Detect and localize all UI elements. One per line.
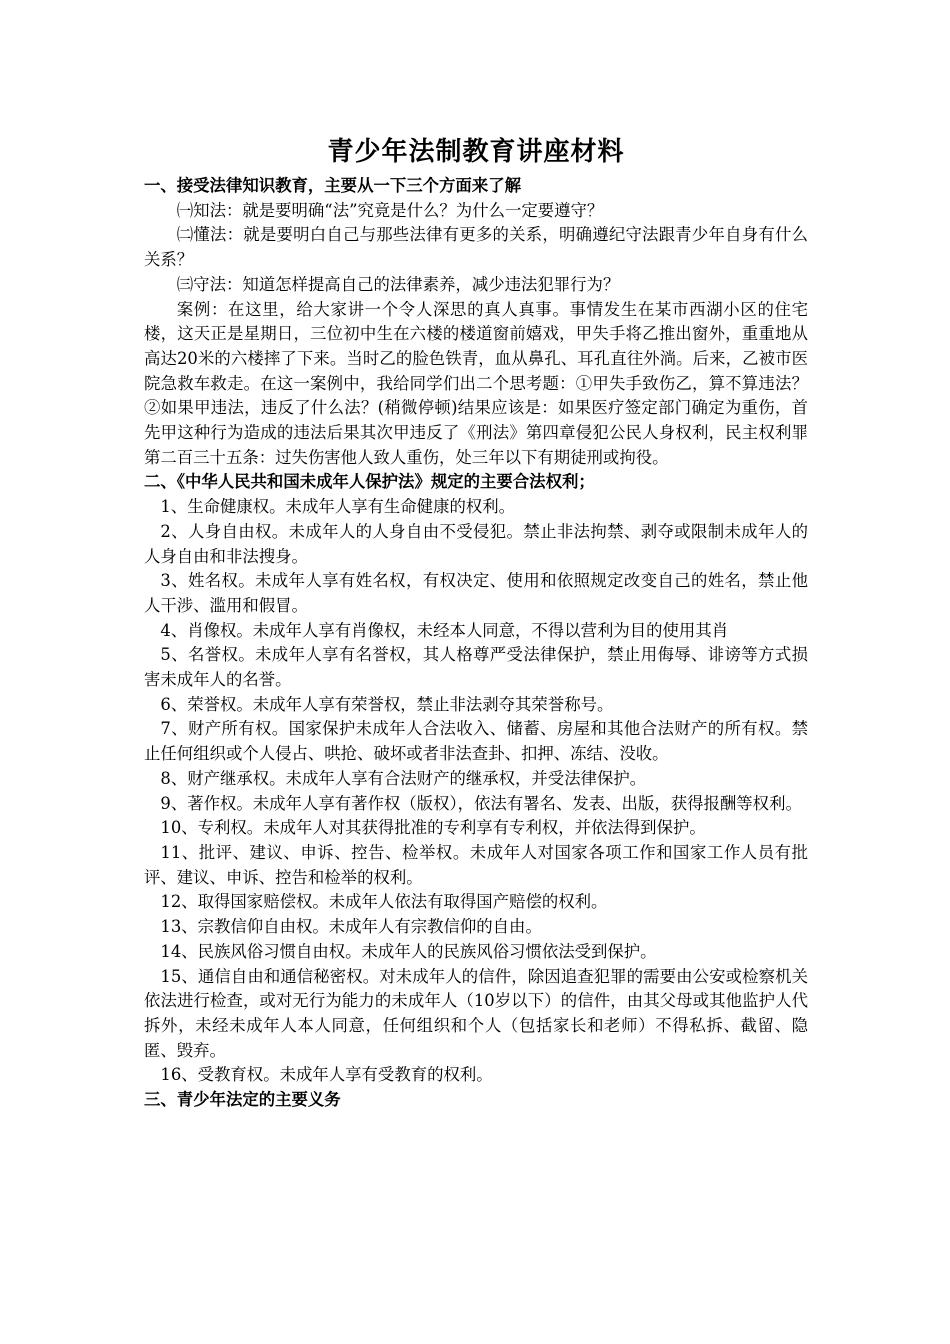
right-patent: 10、专利权。未成年人对其获得批准的专利享有专利权，并依法得到保护。 [160, 818, 706, 838]
case-study-paragraph: 案例：在这里，给大家讲一个令人深思的真人真事。事情发生在某市西湖小区的住宅楼，这天正是星期日，三位初中生在六楼的楼道窗前嬉戏，甲失手将乙推出窗外，重重地从高达20米的六楼摔了下来。当时乙的脸色铁青，血从鼻孔、耳孔直往外淌。后来，乙被市医院急救车救走。在这一案例中，我给同学们出二个思考题：①甲失手致伤乙，算不算违法？②如果甲违法，违反了什么法？(稍微停顿)结果应该是：如果医疗签定部门确定为重伤，首先甲这种行为造成的违法后果其次甲违反了《刑法》第四章侵犯公民人身权利，民主权利罪第二百三十五条：过失伤害他人致人重伤，处三年以下有期徒刑或拘役。 [144, 299, 808, 467]
right-education: 16、受教育权。未成年人享有受教育的权利。 [160, 1065, 493, 1085]
section-2-heading: 二、《中华人民共和国未成年人保护法》规定的主要合法权利； [144, 472, 595, 492]
section-1-heading: 一、接受法律知识教育，主要从一下三个方面来了解 [144, 176, 521, 195]
section-1-item-know-law: ㈠知法：就是要明确“法”究竟是什么？为什么一定要遵守？ [176, 200, 604, 220]
document-page [144, 132, 808, 1113]
right-inheritance: 8、财产继承权。未成年人享有合法财产的继承权，并受法律保护。 [160, 768, 647, 788]
right-property-ownership: 7、财产所有权。国家保护未成年人合法收入、储蓄、房屋和其他合法财产的所有权。禁止任何组织或个人侵占、哄抢、破坏或者非法查卦、扣押、冻结、没收。 [144, 719, 808, 764]
section-3-heading: 三、青少年法定的主要义务 [144, 1090, 341, 1110]
document-title: 青少年法制教育讲座材料 [327, 137, 625, 167]
right-correspondence: 15、通信自由和通信秘密权。对未成年人的信件，除因追查犯罪的需要由公安或检察机关依法进行检查，或对无行为能力的未成年人（10岁以下）的信件，由其父母或其他监护人代拆外，未经未成年人本人同意，任何组织和个人（包括家长和老师）不得私拆、截留、隐匿、毁弃。 [144, 966, 808, 1060]
right-ethnic-customs: 14、民族风俗习惯自由权。未成年人的民族风俗习惯依法受到保护。 [160, 941, 657, 961]
section-1-item-obey-law: ㈢守法：知道怎样提高自己的法律素养，减少违法犯罪行为？ [176, 274, 620, 294]
right-name: 3、姓名权。未成年人享有姓名权，有权决定、使用和依照规定改变自己的姓名，禁止他人干涉、滥用和假冒。 [144, 571, 808, 615]
right-honor: 6、荣誉权。未成年人享有荣誉权，禁止非法剥夺其荣誉称号。 [160, 694, 614, 714]
right-religious-freedom: 13、宗教信仰自由权。未成年人有宗教信仰的自由。 [160, 917, 542, 937]
right-copyright: 9、著作权。未成年人享有著作权（版权），依法有署名、发表、出版，获得报酬等权利。 [160, 793, 802, 813]
right-criticism-complaint: 11、批评、建议、申诉、控告、检举权。未成年人对国家各项工作和国家工作人员有批评、建议、申诉、控告和检举的权利。 [144, 842, 808, 887]
section-1-item-understand-law: ㈡懂法：就是要明白自己与那些法律有更多的关系，明确遵纪守法跟青少年自身有什么关系？ [144, 225, 808, 270]
right-state-compensation: 12、取得国家赔偿权。未成年人依法有取得国产赔偿的权利。 [160, 892, 608, 912]
right-portrait: 4、肖像权。未成年人享有肖像权，未经本人同意，不得以营利为目的使用其肖 [160, 620, 729, 640]
right-reputation: 5、名誉权。未成年人享有名誉权，其人格尊严受法律保护，禁止用侮辱、诽谤等方式损害未成年人的名誉。 [144, 645, 808, 690]
right-life-health: 1、生命健康权。未成年人享有生命健康的权利。 [160, 497, 516, 517]
right-personal-freedom: 2、人身自由权。未成年人的人身自由不受侵犯。禁止非法拘禁、剥夺或限制未成年人的人身自由和非法搜身。 [144, 521, 808, 566]
